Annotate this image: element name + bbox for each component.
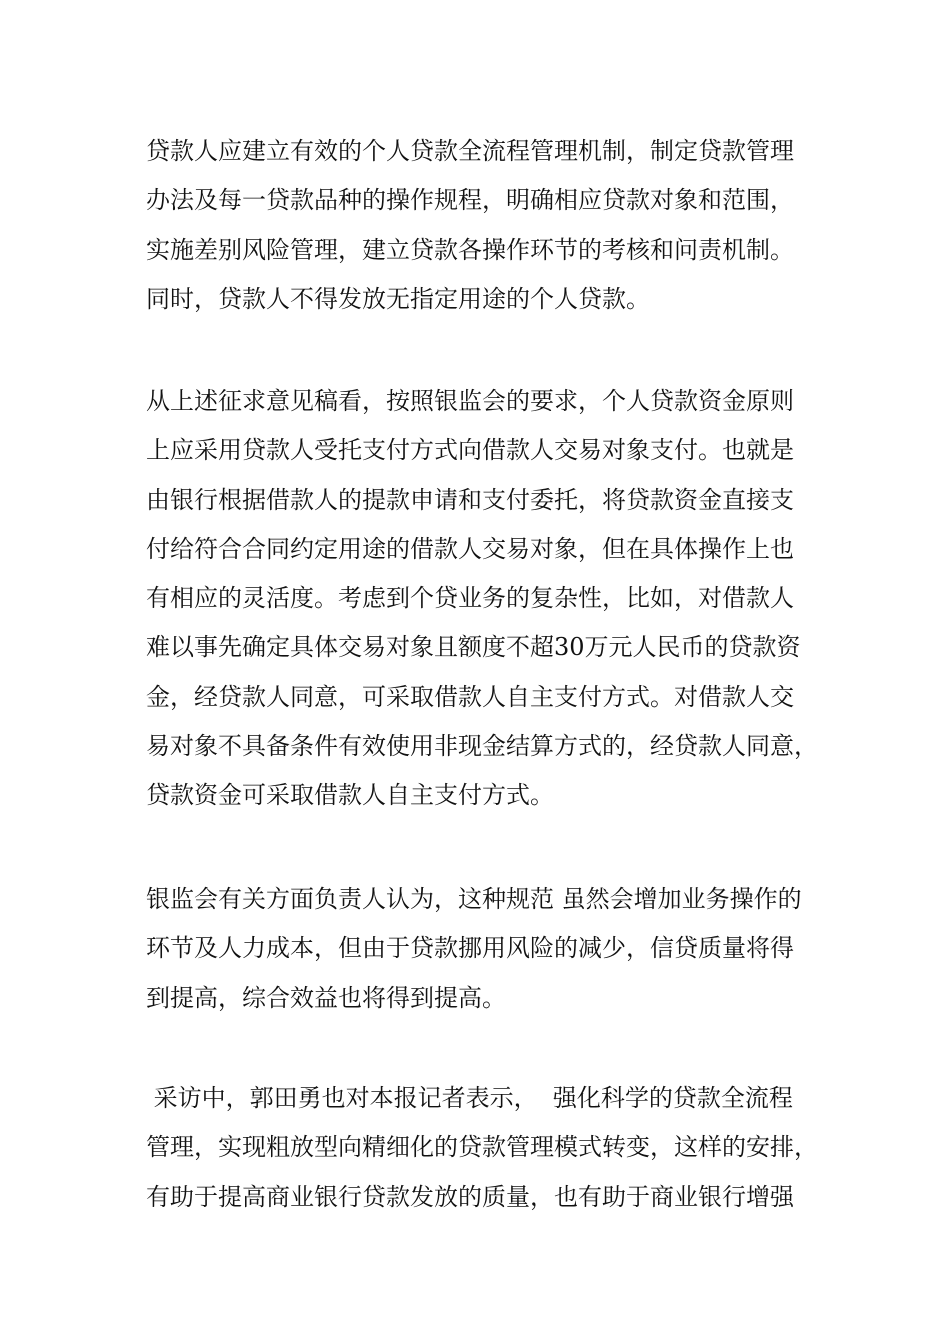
- text-line: 贷款资金可采取借款人自主支付方式。: [146, 781, 554, 810]
- text-line: 金，经贷款人同意，可采取借款人自主支付方式。对借款人交: [146, 682, 794, 711]
- text-line: 贷款人应建立有效的个人贷款全流程管理机制，制定贷款管理: [146, 137, 794, 165]
- text-line: 难以事先确定具体交易对象且额度不超30万元人民币的贷款资: [146, 633, 801, 662]
- text-line: 付给符合合同约定用途的借款人交易对象，但在具体操作上也: [146, 534, 794, 563]
- text-line: 有助于提高商业银行贷款发放的质量，也有助于商业银行增强: [146, 1182, 794, 1211]
- text-line: 由银行根据借款人的提款申请和支付委托，将贷款资金直接支: [146, 485, 794, 514]
- text-line: 到提高，综合效益也将得到提高。: [146, 983, 506, 1012]
- text-line: 银监会有关方面负责人认为，这种规范 虽然会增加业务操作的: [146, 885, 802, 913]
- paragraph-2: [146, 377, 816, 821]
- text-line: 上应采用贷款人受托支付方式向借款人交易对象支付。也就是: [146, 436, 794, 465]
- text-line: 从上述征求意见稿看，按照银监会的要求，个人贷款资金原则: [146, 387, 794, 415]
- text-line: 有相应的灵活度。考虑到个贷业务的复杂性，比如，对借款人: [146, 584, 794, 613]
- text-line: 管理，实现粗放型向精细化的贷款管理模式转变，这样的安排，: [146, 1133, 818, 1162]
- text-line: 办法及每一贷款品种的操作规程，明确相应贷款对象和范围，: [146, 186, 794, 215]
- paragraph-4: [146, 1074, 816, 1222]
- text-line: 环节及人力成本，但由于贷款挪用风险的减少，信贷质量将得: [146, 934, 794, 963]
- text-line: 同时，贷款人不得发放无指定用途的个人贷款。: [146, 284, 650, 313]
- text-line: 易对象不具备条件有效使用非现金结算方式的，经贷款人同意，: [146, 732, 818, 761]
- text-line: 采访中，郭田勇也对本报记者表示， 强化科学的贷款全流程: [146, 1084, 793, 1112]
- text-line: 实施差别风险管理，建立贷款各操作环节的考核和问责机制。: [146, 235, 794, 264]
- paragraph-1: [146, 127, 816, 324]
- paragraph-3: [146, 875, 816, 1023]
